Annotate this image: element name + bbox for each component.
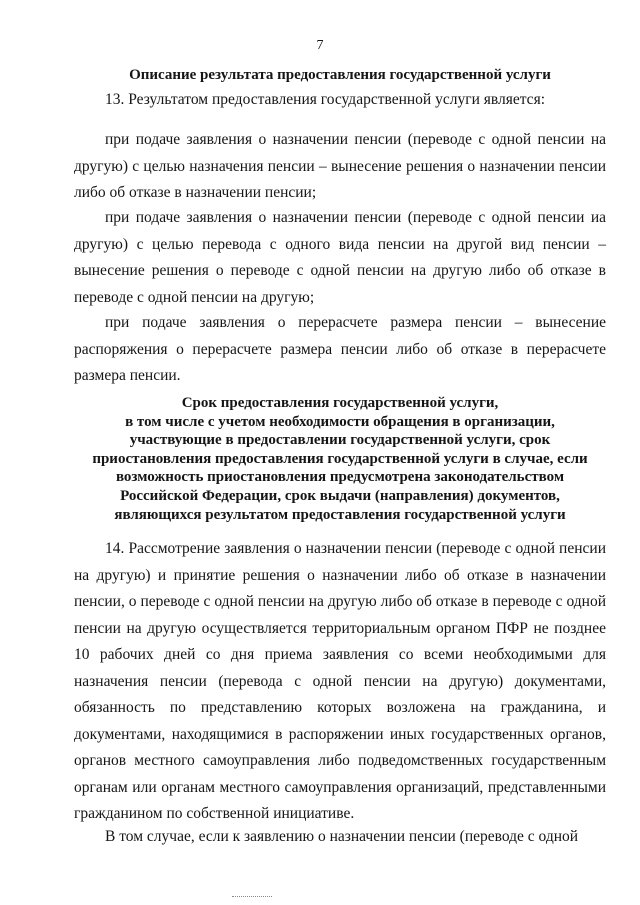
- paragraph-13-item-1: при подаче заявления о назначении пенсии (переводе с одной пенсии на другую) с целью назначения пенсии – вынесение решения о назначении пенсии либо об отказе в назначении пенсии;: [74, 131, 606, 201]
- section-title-line: Российской Федерации, срок выдачи (направления) документов,: [120, 487, 560, 504]
- section-title-line: возможность приостановления предусмотрена законодательством: [115, 469, 565, 486]
- paragraph-13: 13. Результатом предоставления государственной услуги является:: [105, 91, 546, 108]
- paragraph-13-item-2: при подаче заявления о назначении пенсии (переводе с одной пенсии иа другую) с целью перевода с одного вида пенсии на другой вид пенсии – вынесение решения о переводе с одной пенсии на другую либо об отказе в переводе с одной пенсии на другую;: [74, 209, 606, 306]
- section-title-term: [70, 394, 610, 524]
- section-title-result: Описание результата предоставления государственной услуги: [129, 67, 551, 83]
- paragraph-13-item-3: при подаче заявления о перерасчете размера пенсии – вынесение распоряжения о перерасчете размера пенсии либо об отказе в перерасчете размера пенсии.: [74, 314, 606, 384]
- section-title-line: являющихся результатом предоставления государственной услуги: [114, 506, 566, 523]
- section-title-line: Срок предоставления государственной услуги,: [181, 395, 499, 411]
- section-title-line: участвующие в предоставлении государственной услуги, срок: [129, 432, 551, 449]
- section-title-line: приостановления предоставления государственной услуги в случае, если: [92, 450, 588, 467]
- paragraph-14: 14. Рассмотрение заявления о назначении пенсии (переводе с одной пенсии на другую) и принятие решения о назначении либо об отказе в назначении пенсии, о переводе с одной пенсии на другую либо об отказе в переводе с одной пенсии на другую осуществляется территориальным органом ПФР не позднее 10 рабочих дней со дня приема заявления со всеми необходимыми для назначения пенсии (перевода с одной пенсии на другую) документами, обязанность по представлению которых возложена на гражданина, и документами, находящимися в распоряжении иных государственных органов, органов местного самоуправления либо подведомственных государственным органам или органам местного самоуправления организаций, представленными гражданином по собственной инициативе.: [74, 540, 606, 822]
- scan-mark: [232, 896, 272, 899]
- section-title-line: в том числе с учетом необходимости обращения в организации,: [125, 413, 555, 430]
- page-number: 7: [316, 38, 324, 53]
- paragraph-14-continued: В том случае, если к заявлению о назначении пенсии (переводе с одной: [105, 828, 579, 845]
